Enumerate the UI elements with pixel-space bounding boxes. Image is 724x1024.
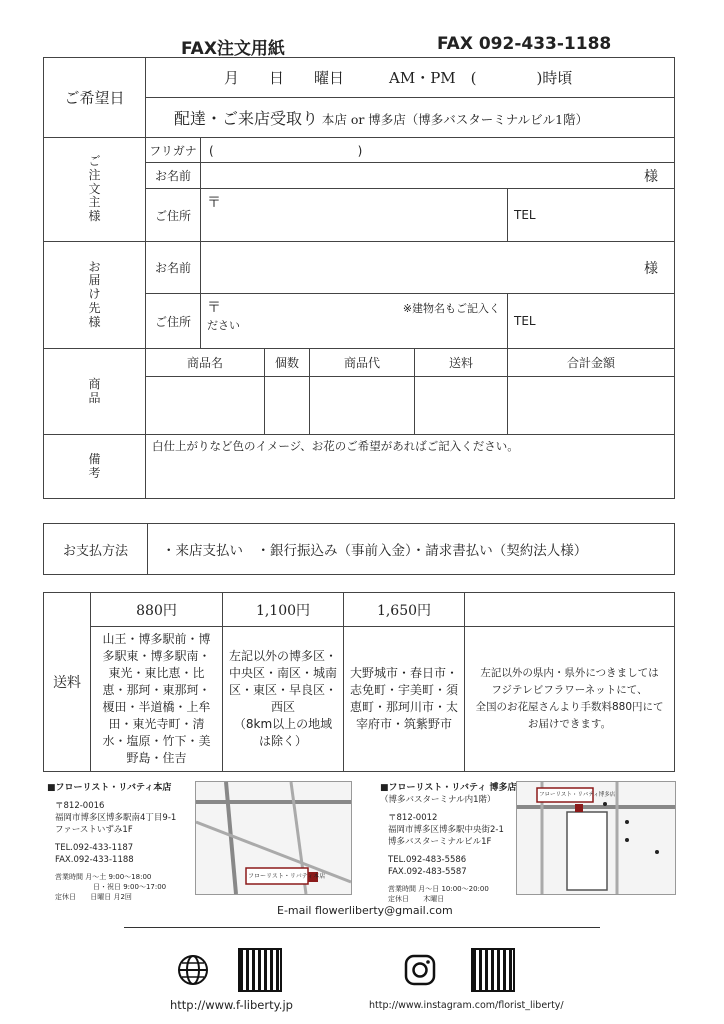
orderer-tel-field[interactable]: TEL [508,189,675,242]
col-product-name: 商品名 [146,349,265,377]
quantity-field[interactable] [265,377,310,435]
shipping-label: 送料 [44,593,91,772]
hakata-shop-addr1: 福岡市博多区博多駅中央街2-1 [388,825,504,835]
payment-options[interactable]: ・来店支払い ・銀行振込み（事前入金）・請求書払い（契約法人様） [148,524,675,575]
orderer-address-label: ご住所 [146,189,201,242]
email[interactable]: E-mail flowerliberty@gmail.com [277,904,453,917]
main-shop-map-label: フローリスト・リバティ本店 [248,873,326,880]
hakata-shop-hours-label: 営業時間 [388,885,416,893]
divider [124,927,600,928]
main-shop-hours1: 月〜土 9:00〜18:00 [85,873,152,881]
website-link[interactable]: http://www.f-liberty.jp [170,998,293,1012]
price-1650: 1,650円 [344,593,465,627]
hakata-shop-zip: 〒812-0012 [388,813,438,823]
price-1100: 1,100円 [223,593,344,627]
orderer-label-text: ご注文主様 [88,154,101,224]
remarks-label-text: 備考 [88,451,101,480]
hakata-shop-addr2: 博多バスターミナルビル1F [388,837,492,847]
recipient-tel-field[interactable]: TEL [508,294,675,349]
main-shop-name: ■フローリスト・リバティ本店 [47,783,172,793]
main-shop-fax: FAX.092-433-1188 [55,855,134,865]
recipient-name-label: お名前 [146,242,201,294]
hakata-shop-fax: FAX.092-483-5587 [388,867,467,877]
desired-date-label: ご希望日 [44,58,146,138]
area-1100: 左記以外の博多区・中央区・南区・城南区・東区・早良区・西区 （8km以上の地域は除く） [223,627,344,772]
product-label-text: 商品 [88,376,101,405]
shipping-table [43,592,675,772]
recipient-sama: 様 [644,260,658,277]
payment-box [43,523,675,575]
orderer-label [44,138,146,242]
remarks-field[interactable]: 白仕上がりなど色のイメージ、お花のご希望があればご記入ください。 [146,435,675,499]
hakata-shop-name: ■フローリスト・リバティ 博多店 [380,783,517,793]
col-product-price: 商品代 [310,349,415,377]
main-shop-hours2: 日・祝日 9:00〜17:00 [93,883,167,891]
main-shop-closed-label: 定休日 [55,893,76,901]
recipient-address-field[interactable] [201,294,508,349]
area-1650: 大野城市・春日市・志免町・宇美町・須恵町・那珂川市・太宰府市・筑紫野市 [344,627,465,772]
delivery-method: 配達・ご来店受取り [174,109,319,128]
main-shop-addr2: ファーストいずみ1F [55,825,133,835]
hakata-shop-hours1: 月〜日 10:00〜20:00 [418,885,489,893]
date-field[interactable]: 月 日 曜日 AM・PM ( )時頃 [146,58,675,98]
delivery-method-field[interactable] [146,98,675,138]
main-shop-hours-label: 営業時間 [55,873,83,881]
main-shop-map [195,781,352,895]
instagram-icon [404,954,436,990]
main-shop-closed: 日曜日 月2回 [90,893,132,901]
recipient-address-label: ご住所 [146,294,201,349]
orderer-furigana-field[interactable]: ( ) [201,138,675,163]
total-field[interactable] [508,377,675,435]
main-shop-addr1: 福岡市博多区博多駅南4丁目9-1 [55,813,177,823]
form-title: FAX注文用紙 [181,39,285,59]
payment-label: お支払方法 [44,524,148,575]
remarks-label [44,435,146,499]
hakata-shop-tel: TEL.092-483-5586 [388,855,467,865]
recipient-name-field[interactable] [201,242,675,294]
recipient-label-text: お届け先様 [88,259,101,329]
globe-icon [177,954,209,990]
orderer-address-field[interactable]: 〒 [201,189,508,242]
recipient-postal: 〒 [207,300,221,316]
order-form [43,57,675,499]
col-shipping: 送料 [415,349,508,377]
price-other [465,593,675,627]
hakata-shop-map-drawing [517,782,675,894]
hakata-shop-sub: （博多バスターミナル内1階） [380,795,496,805]
hakata-shop-info [380,782,520,904]
hakata-shop-map [516,781,676,895]
product-price-field[interactable] [310,377,415,435]
price-880: 880円 [91,593,223,627]
fax-number: FAX 092-433-1188 [437,34,612,54]
main-shop-tel: TEL.092-433-1187 [55,843,134,853]
recipient-label [44,242,146,349]
product-label [44,349,146,435]
hakata-shop-map-label: フローリスト・リバティ博多店 [539,792,616,798]
instagram-qr-code-icon[interactable] [471,948,515,992]
col-quantity: 個数 [265,349,310,377]
hakata-shop-closed-label: 定休日 [388,895,409,903]
orderer-furigana-label: フリガナ [146,138,201,163]
website-qr-code-icon[interactable] [238,948,282,992]
orderer-name-label: お名前 [146,163,201,189]
main-shop-hours [55,872,197,902]
hakata-shop-hours [388,884,520,904]
col-total: 合計金額 [508,349,675,377]
delivery-stores: 本店 or 博多店（博多バスターミナルビル1階） [321,112,589,127]
orderer-name-field[interactable] [201,163,675,189]
instagram-link[interactable]: http://www.instagram.com/florist_liberty/ [369,1000,564,1011]
hakata-shop-closed: 木曜日 [423,895,445,903]
orderer-sama: 様 [644,168,658,185]
product-name-field[interactable] [146,377,265,435]
shipping-field[interactable] [415,377,508,435]
area-other: 左記以外の県内・県外につきましては フジテレビフラワーネットにて、 全国のお花屋さんより手数料880円にて お届けできます。 [465,627,675,772]
building-note: ※建物名もご記入ください [207,302,501,332]
main-shop-info [47,782,197,902]
area-880: 山王・博多駅前・博多駅東・博多駅南・東光・東比恵・比恵・那珂・東那珂・榎田・半道橋・上牟田・東光寺町・清水・塩原・竹下・美野島・住吉 [91,627,223,772]
main-shop-zip: 〒812-0016 [55,801,105,811]
